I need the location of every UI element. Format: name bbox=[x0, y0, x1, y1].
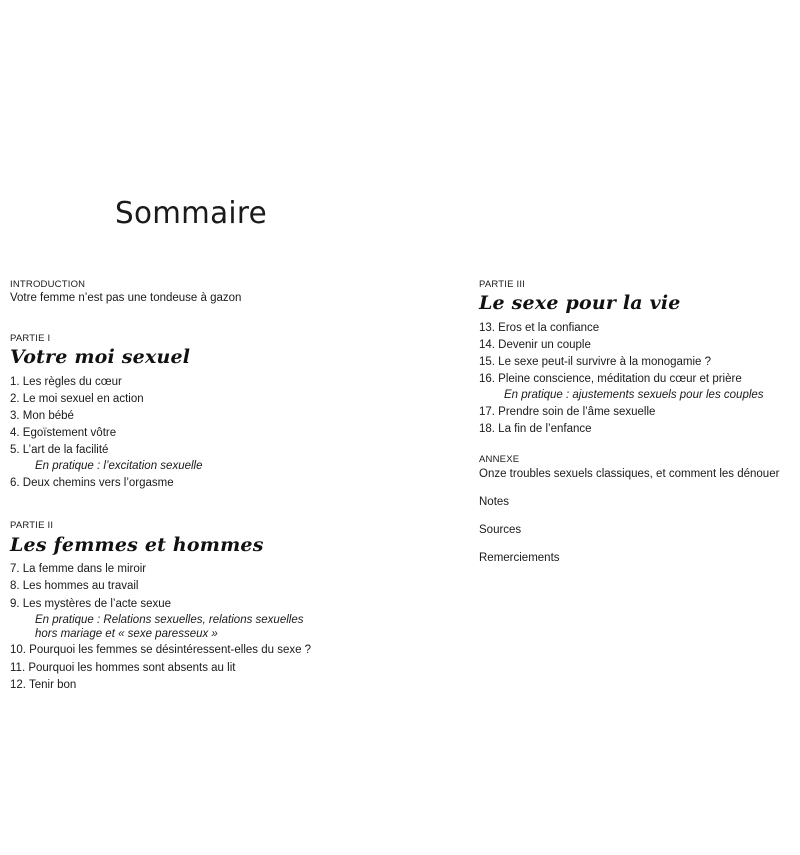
introduction-entry: Votre femme n’est pas une tondeuse à gazon bbox=[10, 292, 242, 304]
toc-practice-entry: En pratique : Relations sexuelles, relations sexuelles bbox=[35, 614, 304, 626]
page-title: Sommaire bbox=[115, 196, 268, 231]
toc-entry: 16. Pleine conscience, méditation du cœur et prière bbox=[479, 373, 742, 385]
part3-label: PARTIE III bbox=[479, 279, 525, 290]
toc-entry: 5. L’art de la facilité bbox=[10, 444, 109, 456]
toc-practice-entry: hors mariage et « sexe paresseux » bbox=[35, 628, 218, 640]
toc-entry: 10. Pourquoi les femmes se désintéressent-elles du sexe ? bbox=[10, 644, 312, 656]
toc-entry: 3. Mon bébé bbox=[10, 410, 74, 422]
toc-entry: 15. Le sexe peut-il survivre à la monogamie ? bbox=[479, 356, 712, 368]
toc-entry: 17. Prendre soin de l’âme sexuelle bbox=[479, 406, 656, 418]
toc-practice-entry: En pratique : ajustements sexuels pour les couples bbox=[504, 389, 764, 401]
notes-entry: Notes bbox=[479, 496, 510, 508]
introduction-label: INTRODUCTION bbox=[10, 279, 86, 290]
toc-entry: 7. La femme dans le miroir bbox=[10, 563, 147, 575]
toc-entry: 12. Tenir bon bbox=[10, 679, 77, 691]
part2-title: Les femmes et hommes bbox=[10, 534, 264, 556]
toc-entry: 14. Devenir un couple bbox=[479, 339, 591, 351]
toc-entry: 4. Egoïstement vôtre bbox=[10, 427, 117, 439]
acknowledgements-entry: Remerciements bbox=[479, 552, 560, 564]
part3-title: Le sexe pour la vie bbox=[479, 292, 681, 314]
part2-label: PARTIE II bbox=[10, 520, 54, 531]
part1-title: Votre moi sexuel bbox=[10, 346, 191, 368]
toc-entry: 8. Les hommes au travail bbox=[10, 580, 139, 592]
sources-entry: Sources bbox=[479, 524, 522, 536]
toc-entry: 2. Le moi sexuel en action bbox=[10, 393, 144, 405]
toc-entry: 13. Eros et la confiance bbox=[479, 322, 600, 334]
part1-label: PARTIE I bbox=[10, 333, 51, 344]
toc-practice-entry: En pratique : l’excitation sexuelle bbox=[35, 460, 203, 472]
toc-entry: 1. Les règles du cœur bbox=[10, 376, 122, 388]
annexe-label: ANNEXE bbox=[479, 454, 520, 465]
toc-entry: 6. Deux chemins vers l’orgasme bbox=[10, 477, 174, 489]
toc-entry: 18. La fin de l’enfance bbox=[479, 423, 592, 435]
annexe-entry: Onze troubles sexuels classiques, et comment les dénouer bbox=[479, 468, 780, 480]
toc-entry: 11. Pourquoi les hommes sont absents au lit bbox=[10, 662, 236, 674]
toc-entry: 9. Les mystères de l’acte sexue bbox=[10, 598, 172, 610]
